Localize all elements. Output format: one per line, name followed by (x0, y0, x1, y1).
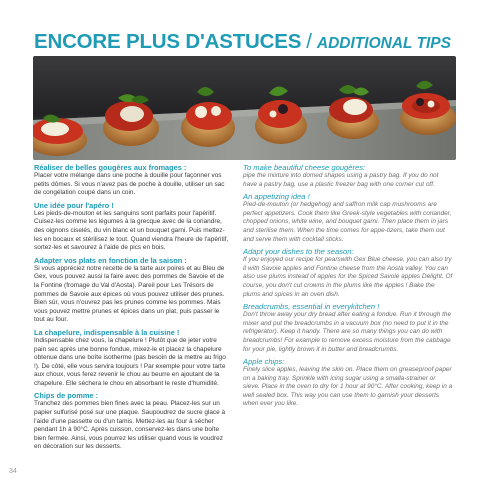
tip-heading: Breadcrumbs, essential in everykitchen ! (243, 302, 380, 312)
tip-body: Finely slice apples, leaving the skin on. Place them on greaseproof paper on a baking tray. Sprinkle with icing sugar using a smalla-strainer or sieve. Place in the oven to dry for 1 hour at 90°C. After cooking, keep in a well sealed box. This way you can use them to garnish your desserts when ever you like. (243, 366, 453, 408)
tip-heading: Réaliser de belles gougères aux fromages : (34, 163, 187, 172)
tip-fr-chapelure (34, 328, 230, 389)
tip-heading: Adapter vos plats en fonction de la saison : (34, 255, 187, 265)
tip-body: If you enjoyed our recipe for pearswith Gex Blue cheese, you can also try it with Savoie apples and Fontine cheese from the Aosta valley. You can also use plums instead of apples for the Spiced Savoie apples Delight. Of course, you don't cut crowns in the plums like the apples ! Bake the plums and spices in an oven dish. (243, 256, 453, 298)
tip-heading: Apple chips: (243, 357, 285, 367)
tip-fr-chips (34, 391, 230, 452)
tip-fr-apero (34, 201, 230, 253)
english-column (243, 163, 453, 412)
tip-heading: An appetizing idea ! (243, 192, 310, 202)
tip-body: Les pieds-de-mouton et les sanguins sont parfaits pour l'apéritif. Cuisez-les comme les légumes à la grecque avec de la coriandre, des oignons ciselés, du vin blanc et un bouquet garni. Puis mettez-les en bocaux et stérilisez le tout. Quand viendra l'heure de l'apéritif, sortez-les et savourez à l'aide de pics en bois. (34, 209, 229, 252)
title-english: ADDITIONAL TIPS (316, 35, 451, 52)
tip-body: Pied-de-mouton (or hedgehog) and saffron milk cap mushrooms are perfect appetizers. Cook them like Greek-style vegetables with coriander, chopped onions, white wine, and bouquet garni. Then place them in jars and sterilise them. When the time comes for appe-tizers, take them out and serve them with cocktail sticks. (243, 201, 452, 243)
appetizer-photo (33, 56, 456, 160)
tip-heading: To make beautiful cheese gougères: (243, 163, 366, 172)
page-number: 34 (9, 468, 17, 475)
title-separator: / (306, 30, 312, 53)
tip-fr-saison (34, 256, 230, 325)
tip-heading: Une idée pour l'apéro ! (34, 200, 114, 210)
tip-body: Si vous appréciez notre recette de la tarte aux poires et au Bleu de Gex, vous pouvez aussi la faire avec des pommes de Savoie et de la Fontine (fromage du Val d'Aosta). Pareil pour Les Trésors de pommes de Savoie aux épices où vous pouvez utiliser des prunes. Bien sûr, vous n'ouvrez pas les prunes comme les pommes. Mais vous pouvez mettre prunes et épices dans un plat, puis passer le tout au four. (34, 264, 225, 324)
tip-body: Placer votre mélange dans une poche à douille pour façonner vos petits dômes. Si vous n'avez pas de poche à douille, utiliser un sac de congélation coupé dans un coin. (34, 172, 225, 197)
tip-body: Tranchez des pommes bien fines avec la peau. Placez-les sur un papier sulfurisé posé sur une plaque. Saupoudrez de sucre glace à l'aide d'une passette ou d'un tamis. Mettez-les au four à sécher pendant 1h à 90°C. Après cuisson, conservez-les dans une boîte bien fermée. Ainsi, vous pourrez les utiliser quand vous le voudrez en décoration sur les desserts. (34, 400, 226, 451)
tip-en-breadcrumbs (243, 302, 453, 354)
tip-body: pipe the mixture into domed shapes using a pastry bag. If you do not have a pastry bag, use a plastic freezer bag with one corner cut off. (243, 172, 439, 188)
tip-heading: La chapelure, indispensable à la cuisine ! (34, 327, 180, 337)
tip-heading: Chips de pomme : (34, 391, 99, 401)
tip-body: Don't throw away your dry bread after eating a fondue. Run it through the mixer and put the breadcrumbs in a vacuum box (no need to put it in the refrigerator). Keep it handy. There are so many things you can do with breadcrumbs! For example to remove excess moisture from the cabbage for your pie, lightly brown it in butter and breadcrumbs. (243, 311, 452, 353)
tip-en-apple-chips (243, 357, 453, 409)
page-header (34, 30, 454, 54)
tip-en-season (243, 247, 453, 299)
tip-body: Indispensable chez vous, la chapelure ! Plutôt que de jeter votre pain sec après une bonne fondue, mixez-le et placez la chapelure obtenue dans une boîte isotherme (pas besoin de la mettre au frigo !). De côté, elle vous servira toujours ! Par exemple pour votre tarte aux choux, vous ferez revenir le chou au beurre en ajoutant de la chapelure. Elle séchera le chou en absorbant le reste d'humidité. (34, 336, 226, 387)
french-column (34, 163, 230, 455)
title-french: ENCORE PLUS D'ASTUCES (34, 30, 302, 53)
tip-heading: Adapt your dishes to the season: (243, 247, 354, 257)
tip-en-appetizer (243, 192, 453, 244)
tip-fr-gougeres (34, 163, 230, 198)
tip-en-gougeres (243, 163, 453, 189)
